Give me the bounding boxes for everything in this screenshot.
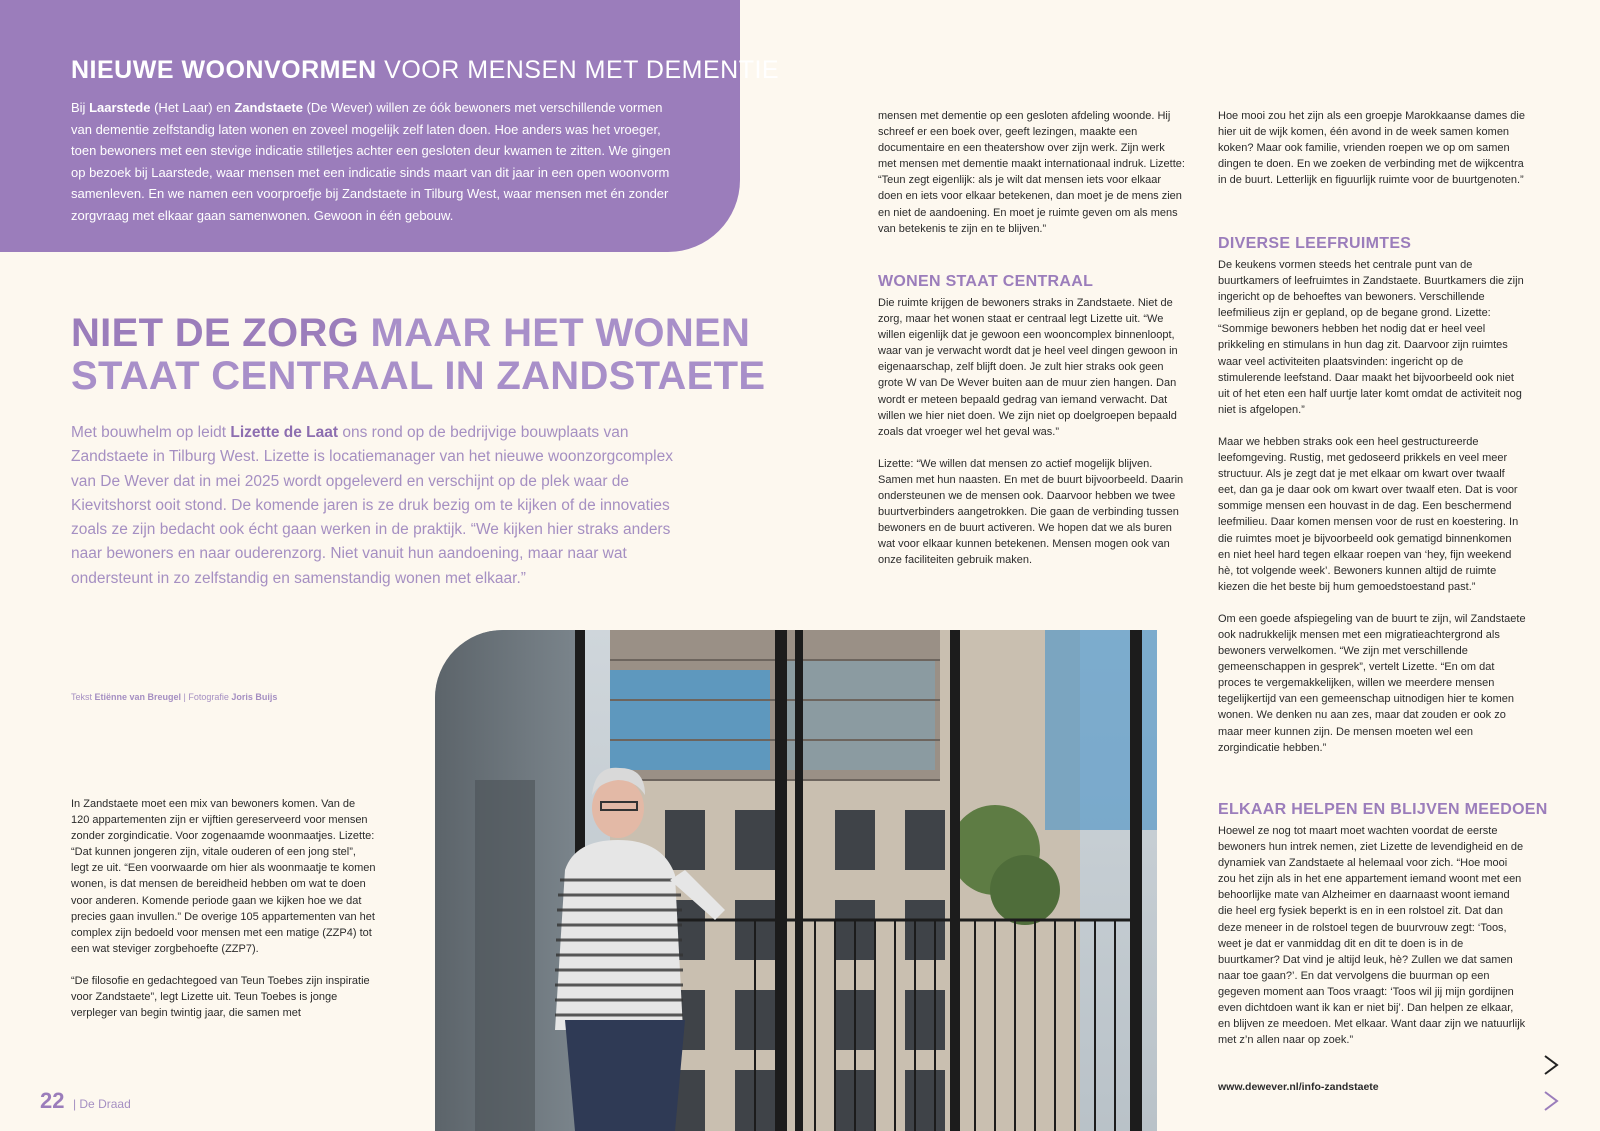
column-2-top xyxy=(878,108,1186,253)
intro-title xyxy=(71,56,780,85)
intro-title-bold: NIEUWE WOONVORMEN xyxy=(71,56,377,84)
column-3-top xyxy=(1218,108,1526,204)
article-photo xyxy=(435,630,1157,1131)
col2-paragraph-1: mensen met dementie op een gesloten afdeling woonde. Hij schreef er een boek over, geeft lezingen, maakte een documentaire en een theatershow over zijn werk. Zijn werk met mensen met dementie maakt internationaal indruk. Lizette: “Teun zegt eigenlijk: als je wilt dat mensen iets voor elkaar doen en iets voor elkaar betekenen, dan moet je de mens zien en niet de aandoening. En moet je ruimte geven om als mens van betekenis te zijn en te blijven.” xyxy=(878,110,1185,235)
subheading-diverse-leefruimtes: DIVERSE LEEFRUIMTES xyxy=(1218,235,1412,252)
intro-title-light: VOOR MENSEN MET DEMENTIE xyxy=(384,56,780,84)
lead-name: Lizette de Laat xyxy=(230,424,339,441)
col1-paragraph-2: “De filosofie en gedachtegoed van Teun Toebes zijn inspiratie voor Zandstaete”, legt Lizette uit. Teun Toebes is jonge verpleger van begin twintig jaar, die samen met xyxy=(71,974,370,1020)
page-footer xyxy=(40,1088,131,1114)
col3-paragraph-3: Maar we hebben straks ook een heel gestructureerde leefomgeving. Rustig, met gedoseerd prikkels en veel meer structuur. Als je zegt dat je met elkaar om kwart over twaalf eet, dan ga je daar ook om kwart over twaalf eten. Dat is voor sommige mensen een houvast in de dag. Een beschermend leefmilieu. Daar komen mensen voor de rust en koestering. In die ruimtes moet je bijvoorbeeld ook gematigd binnenkomen en niet heel hard tegen elkaar roepen van ‘hey, fijn weekend hè, tot volgende week’. Bewoners kunnen altijd de ruimte kiezen die het beste bij hum gemoedstoestand past.” xyxy=(1218,435,1519,593)
col3-paragraph-2: De keukens vormen steeds het centrale punt van de buurtkamers of leefruimtes in Zandstaete. Buurtkamers die zijn ingericht op de behoeftes van bewoners. Verschillende leefmilieus zijn er gepland, op de begane grond. Lizette: “Sommige bewoners hebben het nodig dat er heel veel prikkeling en stimulans in hun dag zit. Daarvoor zijn ruimtes waar veel activiteiten plaatsvinden: ingericht op de stimulerende leefstand. Daar maakt het bijvoorbeeld ook niet uit of het eten een half uurtje later komt omdat de activiteit nog niet is afgelopen.” xyxy=(1218,259,1524,416)
photo-illustration xyxy=(435,630,1157,1131)
credit-photographer: Joris Buijs xyxy=(231,692,278,702)
column-3-end xyxy=(1218,823,1526,1064)
col3-paragraph-1: Hoe mooi zou het zijn als een groepje Marokkaanse dames die hier uit de wijk komen, één avond in de week samen komen koken? Maar ook familie, vrienden roepen we op om samen dingen te doen. En we zoeken de verbinding met de wijkcentra in de buurt. Letterlijk en figuurlijk ruimte voor de buurtgenoten.” xyxy=(1218,110,1525,187)
col2-paragraph-3: Lizette: “We willen dat mensen zo actief mogelijk blijven. Samen met hun naasten. En met de buurt bijvoorbeeld. Daarin ondersteunen we de mensen ook. Daarvoor hebben we twee buurtverbinders aangetrokken. Die gaan de verbinding tussen bewoners en de buurt activeren. We hopen dat we als buren wat voor elkaar kunnen betekenen. Mensen mogen ook van onze faciliteiten gebruik maken. xyxy=(878,457,1184,567)
next-page-arrow-icon[interactable] xyxy=(1542,1054,1560,1076)
column-3-body xyxy=(1218,257,1526,772)
credit-author: Etiënne van Breugel xyxy=(94,692,182,702)
intro-text: Bij Laarstede (Het Laar) en Zandstaete (De Wever) willen ze óók bewoners met verschillende vormen van dementie zelfstandig laten wonen en zoveel mogelijk zelf laten doen. Hoe anders was het vroeger, toen bewoners met een stevige indicatie stilletjes achter een gesloten deur kwamen te zitten. We gingen op bezoek bij Laarstede, waar mensen met een indicatie sinds maart van dit jaar in een open woonvorm samenleven. En we namen een voorproefje bij Zandstaete in Tilburg West, waar mensen met én zonder zorgvraag met elkaar gaan samenwonen. Gewoon in één gebouw. xyxy=(71,100,671,223)
credit-line: Tekst Etiënne van Breugel | Fotografie Joris Buijs xyxy=(71,692,278,702)
intro-laarstede: Laarstede xyxy=(89,100,151,115)
col2-paragraph-2: Die ruimte krijgen de bewoners straks in Zandstaete. Niet de zorg, maar het wonen staat er centraal legt Lizette uit. “We willen eigenlijk dat je gewoon een wooncomplex binnenloopt, waar van je verwacht wordt dat je heel veel dingen gewoon in eigenaarschap, zelf blijft doen. Je zult hier straks ook geen grote W van De Wever buiten aan de muur zien hangen. Dan wordt er meteen bepaald gedrag van iemand verwacht. Dat willen we hier niet doen. We zijn niet op doelgroepen bepaald zoals dat vroeger wel het geval was.” xyxy=(878,297,1178,438)
intro-zandstaete: Zandstaete xyxy=(234,100,303,115)
subheading-elkaar-helpen: ELKAAR HELPEN EN BLIJVEN MEEDOEN xyxy=(1218,801,1548,818)
col1-paragraph-1: In Zandstaete moet een mix van bewoners komen. Van de 120 appartementen zijn er vijftien gereserveerd voor mensen zonder zorgindicatie. Voor zogenaamde woonmaatjes. Lizette: “Dat kunnen jongeren zijn, vitale ouderen of een jong stel”, legt ze uit. “Een voorwaarde om hier als woonmaatje te komen wonen, is dat mensen de bereidheid hebben om wat te doen voor anderen. Komende periode gaan we kijken hoe we dat precies gaan invullen.” De overige 105 appartementen van het complex zijn bedoeld voor mensen met een matige (ZZP4) tot een wat steviger zorgbehoefte (ZZP7). xyxy=(71,798,376,955)
website-link[interactable]: www.dewever.nl/info-zandstaete xyxy=(1218,1081,1379,1093)
lead-paragraph: Met bouwhelm op leidt Lizette de Laat ons rond op de bedrijvige bouwplaats van Zandstaete in Tilburg West. Lizette is locatiemanager van het nieuwe woonzorgcomplex van De Wever dat in mei 2025 wordt opgeleverd en verschijnt op de plek waar de Kievitshorst ooit stond. De komende jaren is ze druk bezig om te kijken of de innovaties zoals ze zijn bedacht ook écht gaan werken in de praktijk. “We kijken hier straks anders naar bewoners en naar ouderenzorg. Niet vanuit hun aandoening, maar naar wat ondersteunt in zo zelfstandig en samenstandig wonen met elkaar.” xyxy=(71,424,673,587)
article-title xyxy=(71,312,765,398)
subheading-wonen-staat-centraal: WONEN STAAT CENTRAAL xyxy=(878,273,1094,290)
column-1 xyxy=(71,796,376,1037)
article-title-line1: MAAR HET WONEN xyxy=(359,311,751,355)
column-2-body xyxy=(878,295,1186,585)
page-number: 22 xyxy=(40,1088,65,1113)
next-page-arrow-purple-icon[interactable] xyxy=(1542,1090,1560,1112)
article-title-bold: NIET DE ZORG xyxy=(71,311,360,355)
article-title-line2: STAAT CENTRAAL IN ZANDSTAETE xyxy=(71,354,766,398)
col3-paragraph-4: Om een goede afspiegeling van de buurt te zijn, wil Zandstaete ook nadrukkelijk mensen met een migratieachtergrond als bewoners verwelkomen. “We zijn met verschillende gemeenschappen in gesprek”, vertelt Lizette. “En om dat proces te vergemakkelijken, willen we meerdere mensen tegelijkertijd van een gemeenschap uitnodigen hier te komen wonen. We denken nu aan zes, maar dat zouden er ook zo maar meer kunnen zijn. De mensen moeten wel een zorgindicatie hebben.” xyxy=(1218,612,1526,754)
intro-box xyxy=(0,0,780,252)
magazine-name: | De Draad xyxy=(72,1097,131,1111)
col3-paragraph-5: Hoewel ze nog tot maart moet wachten voordat de eerste bewoners hun intrek nemen, ziet Lizette de levendigheid en de dynamiek van Zandstaete al helemaal voor zich. “Hoe mooi zou het zijn als in het ene appartement iemand woont met een behoorlijke mate van Alzheimer en daarnaast woont iemand die heel erg fysiek beperkt is en in een rolstoel zit. Dat dan deze meneer in de rolstoel tegen de buurvrouw zegt: ‘Toos, weet je dat er vanmiddag dit en dit te doen is in de buurtkamer? Dat vind je altijd leuk, hè? Zullen we dat samen naar toe gaan?’. En dat vervolgens die buurman op een gegeven moment aan Toos vraagt: ‘Toos wil jij mijn gordijnen even dichtdoen want ik kan er niet bij’. Dan helpen ze elkaar, en blijven ze meedoen. Met elkaar. Want daar zijn we natuurlijk met z’n allen naar op zoek.” xyxy=(1218,825,1526,1047)
